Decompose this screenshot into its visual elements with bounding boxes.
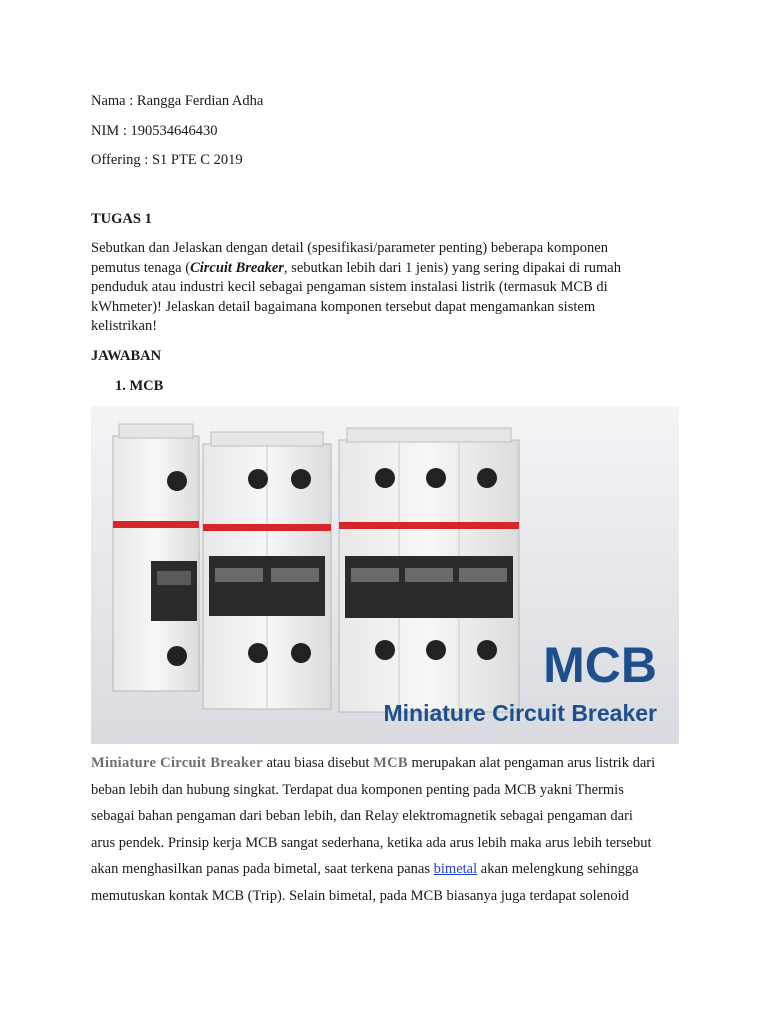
task-line-5: kelistrikan!: [91, 318, 158, 335]
mcb-explanation: [91, 750, 691, 909]
mcb-2-pole: [203, 432, 331, 709]
task-line-3: penduduk atau industri kecil sebagai pengaman sistem instalasi listrik (termasuk MCB di: [91, 279, 608, 296]
body-line-1-post: merupakan alat pengaman arus listrik dari: [407, 755, 656, 771]
mcb-figure: [91, 406, 679, 744]
body-line-5-pre: akan menghasilkan panas pada bimetal, saat terkena panas: [91, 861, 434, 877]
term-mcb: MCB: [373, 755, 408, 771]
task-description: [91, 239, 691, 337]
circuit-breaker-emphasis: Circuit Breaker: [190, 259, 284, 276]
task-line-2-post: , sebutkan lebih dari 1 jenis) yang sering dipakai di rumah: [283, 259, 621, 276]
body-line-1-mid: atau biasa disebut: [262, 755, 374, 771]
task-line-2: [91, 259, 691, 279]
body-line-3: sebagai bahan pengaman dari beban lebih, dan Relay elektromagnetik sebagai pengaman dari: [91, 808, 633, 824]
body-line-4: arus pendek. Prinsip kerja MCB sangat sederhana, ketika ada arus lebih maka arus lebih tersebut: [91, 834, 652, 851]
list-item-mcb: 1. MCB: [115, 378, 164, 394]
task-line-4: kWhmeter)! Jelaskan detail bagaimana komponen tersebut dapat mengamankan sistem: [91, 298, 596, 315]
body-line-5-post: akan melengkung sehingga: [477, 861, 639, 877]
bimetal-link[interactable]: bimetal: [433, 861, 478, 877]
figure-big-label: MCB: [543, 637, 657, 693]
student-nim: NIM : 190534646430: [91, 123, 218, 139]
body-line-5: [91, 856, 691, 883]
student-name: Nama : Rangga Ferdian Adha: [91, 93, 264, 109]
offering: Offering : S1 PTE C 2019: [91, 152, 243, 168]
mcb-3-pole: [339, 428, 519, 712]
task-title: TUGAS 1: [91, 211, 152, 227]
mcb-1-pole: [113, 424, 199, 691]
answer-title: JAWABAN: [91, 348, 162, 364]
body-line-2: beban lebih dan hubung singkat. Terdapat dua komponen penting pada MCB yakni Thermis: [91, 781, 624, 798]
body-line-6: memutuskan kontak MCB (Trip). Selain bimetal, pada MCB biasanya juga terdapat solenoid: [91, 887, 629, 904]
task-line-1: Sebutkan dan Jelaskan dengan detail (spesifikasi/parameter penting) beberapa komponen: [91, 240, 608, 256]
figure-sub-label: Miniature Circuit Breaker: [383, 700, 657, 726]
task-line-2-pre: pemutus tenaga (: [91, 259, 191, 276]
body-line-1: [91, 750, 691, 777]
term-miniature-circuit-breaker: Miniature Circuit Breaker: [91, 755, 263, 771]
